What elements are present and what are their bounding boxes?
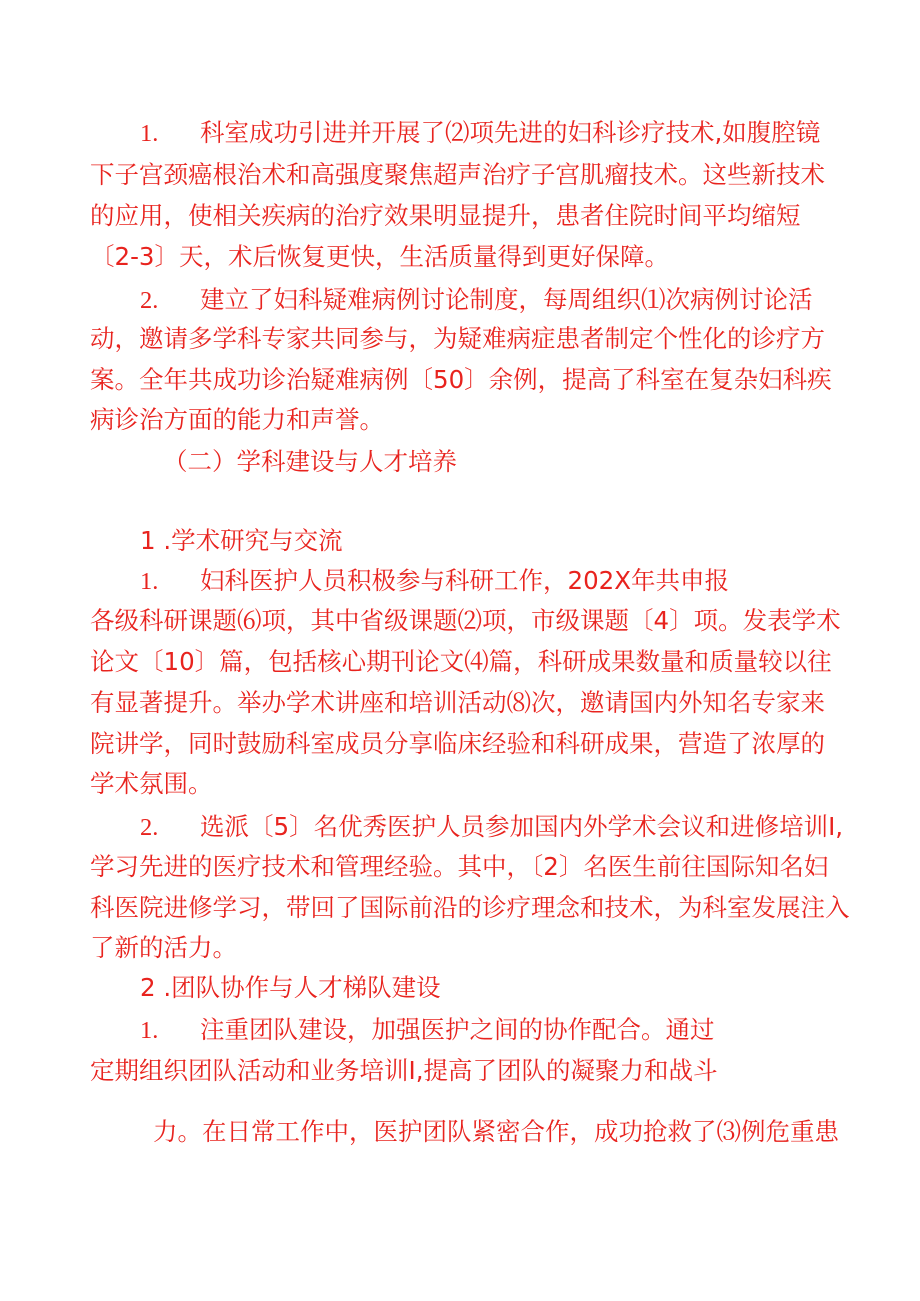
list-marker: 1. [140,1017,159,1044]
paragraph-line: 病诊治方面的能力和声誉。 [90,405,384,434]
paragraph-line: 学术氛围。 [90,769,213,798]
list-marker: 2. [140,814,159,841]
paragraph-line: 定期组织团队活动和业务培训I,提高了团队的凝聚力和战斗 [90,1056,718,1085]
paragraph-line: 选派〔5〕名优秀医护人员参加国内外学术会议和进修培训I, [200,812,844,841]
paragraph-line: 妇科医护人员积极参与科研工作，202X年共申报 [200,566,730,595]
paragraph-line: 的应用，使相关疾病的治疗效果明显提升，患者住院时间平均缩短 [90,201,801,230]
list-item-5 [140,1015,715,1046]
paragraph-line: 院讲学，同时鼓励科室成员分享临床经验和科研成果，营造了浓厚的 [90,729,825,758]
paragraph-line: 案。全年共成功诊治疑难病例〔50〕余例，提高了科室在复杂妇科疾 [90,365,832,394]
paragraph-line: 学习先进的医疗技术和管理经验。其中，〔2〕名医生前往国际知名妇 [90,852,829,881]
list-item-4 [140,812,843,843]
subsection-heading: 2 .团队协作与人才梯队建设 [140,973,441,1002]
section-heading: （二）学科建设与人才培养 [163,447,457,476]
list-item-2 [140,285,813,316]
list-marker: 2. [140,287,159,314]
paragraph-line: 科室成功引进并开展了⑵项先进的妇科诊疗技术,如腹腔镜 [200,118,821,147]
paragraph-line: 注重团队建设，加强医护之间的协作配合。通过 [200,1015,715,1044]
paragraph-line: 动，邀请多学科专家共同参与，为疑难病症患者制定个性化的诊疗方 [90,324,825,353]
paragraph-line: 科医院进修学习，带回了国际前沿的诊疗理念和技术，为科室发展注入 [90,893,850,922]
paragraph-line: 力。在日常工作中，医护团队紧密合作，成功抢救了⑶例危重患 [153,1117,839,1146]
list-marker: 1. [140,568,159,595]
paragraph-line: 论文〔10〕篇，包括核心期刊论文⑷篇，科研成果数量和质量较以往 [90,647,832,676]
list-item-3 [140,566,729,597]
list-item-1 [140,118,820,149]
list-marker: 1. [140,120,159,147]
paragraph-line: 建立了妇科疑难病例讨论制度，每周组织⑴次病例讨论活 [200,285,813,314]
subsection-heading: 1 .学术研究与交流 [140,526,343,555]
paragraph-line: 各级科研课题⑹项，其中省级课题⑵项，市级课题〔4〕项。发表学术 [90,606,841,635]
paragraph-line: 〔2-3〕天，术后恢复更快，生活质量得到更好保障。 [90,242,670,271]
paragraph-line: 下子宫颈癌根治术和高强度聚焦超声治疗子宫肌瘤技术。这些新技术 [90,160,825,189]
paragraph-line: 了新的活力。 [90,933,237,962]
paragraph-line: 有显著提升。举办学术讲座和培训活动⑻次，邀请国内外知名专家来 [90,688,825,717]
